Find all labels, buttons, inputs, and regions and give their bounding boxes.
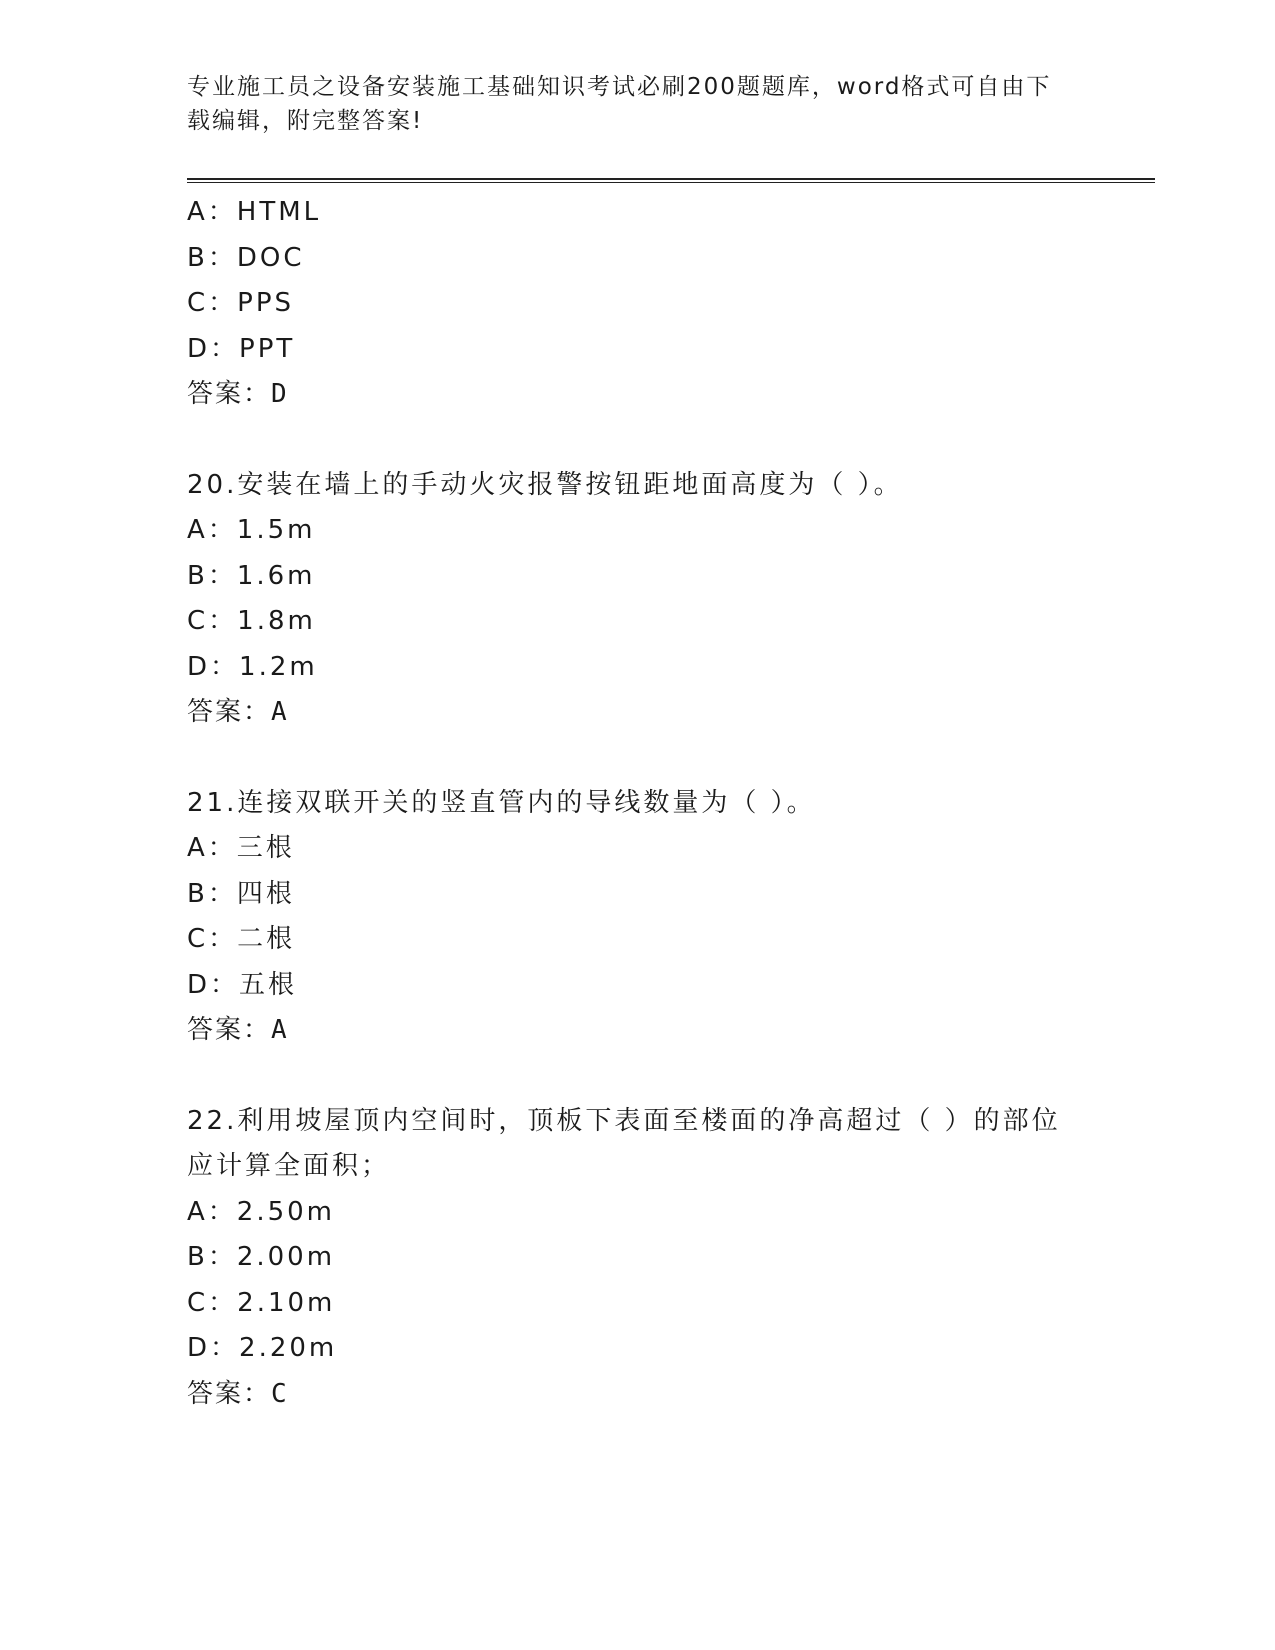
option-c: C：二根 [187, 924, 296, 954]
question-stem: 20.安装在墙上的手动火灾报警按钮距地面高度为（ ）。 [187, 469, 903, 500]
option-b: B：2.00m [187, 1242, 336, 1272]
option-c: C：1.8m [187, 606, 316, 636]
question-block [187, 1099, 1087, 1418]
spacer [187, 418, 1087, 463]
option-a: A：2.50m [187, 1196, 336, 1227]
spacer [187, 1054, 1087, 1099]
answer-line: 答案：A [187, 1015, 289, 1045]
option-b: B：DOC [187, 242, 305, 273]
spacer [187, 736, 1087, 781]
option-b: B：1.6m [187, 560, 316, 591]
question-stem: 22.利用坡屋顶内空间时，顶板下表面至楼面的净高超过（ ）的部位应计算全面积； [187, 1105, 1061, 1181]
option-a: A：1.5m [187, 515, 316, 545]
option-c: C：2.10m [187, 1287, 336, 1318]
option-d: D：PPT [187, 333, 296, 364]
answer-line: 答案：C [187, 1378, 289, 1409]
option-d: D：2.20m [187, 1333, 338, 1363]
answer-line: 答案：D [187, 379, 289, 409]
answer-line: 答案：A [187, 697, 289, 727]
question-block [187, 190, 1087, 418]
question-stem: 21.连接双联开关的竖直管内的导线数量为（ ）。 [187, 787, 816, 818]
option-a: A：三根 [187, 833, 295, 863]
option-a: A：HTML [187, 197, 322, 227]
document-title: 专业施工员之设备安装施工基础知识考试必刷200题题库，word格式可自由下载编辑，附完整答案! [187, 74, 1052, 134]
question-block [187, 463, 1087, 736]
question-block [187, 781, 1087, 1054]
header-divider [187, 178, 1155, 183]
question-list [187, 190, 1087, 1417]
option-d: D：1.2m [187, 651, 318, 682]
option-b: B：四根 [187, 878, 295, 909]
option-c: C：PPS [187, 288, 295, 318]
option-d: D：五根 [187, 969, 298, 1000]
